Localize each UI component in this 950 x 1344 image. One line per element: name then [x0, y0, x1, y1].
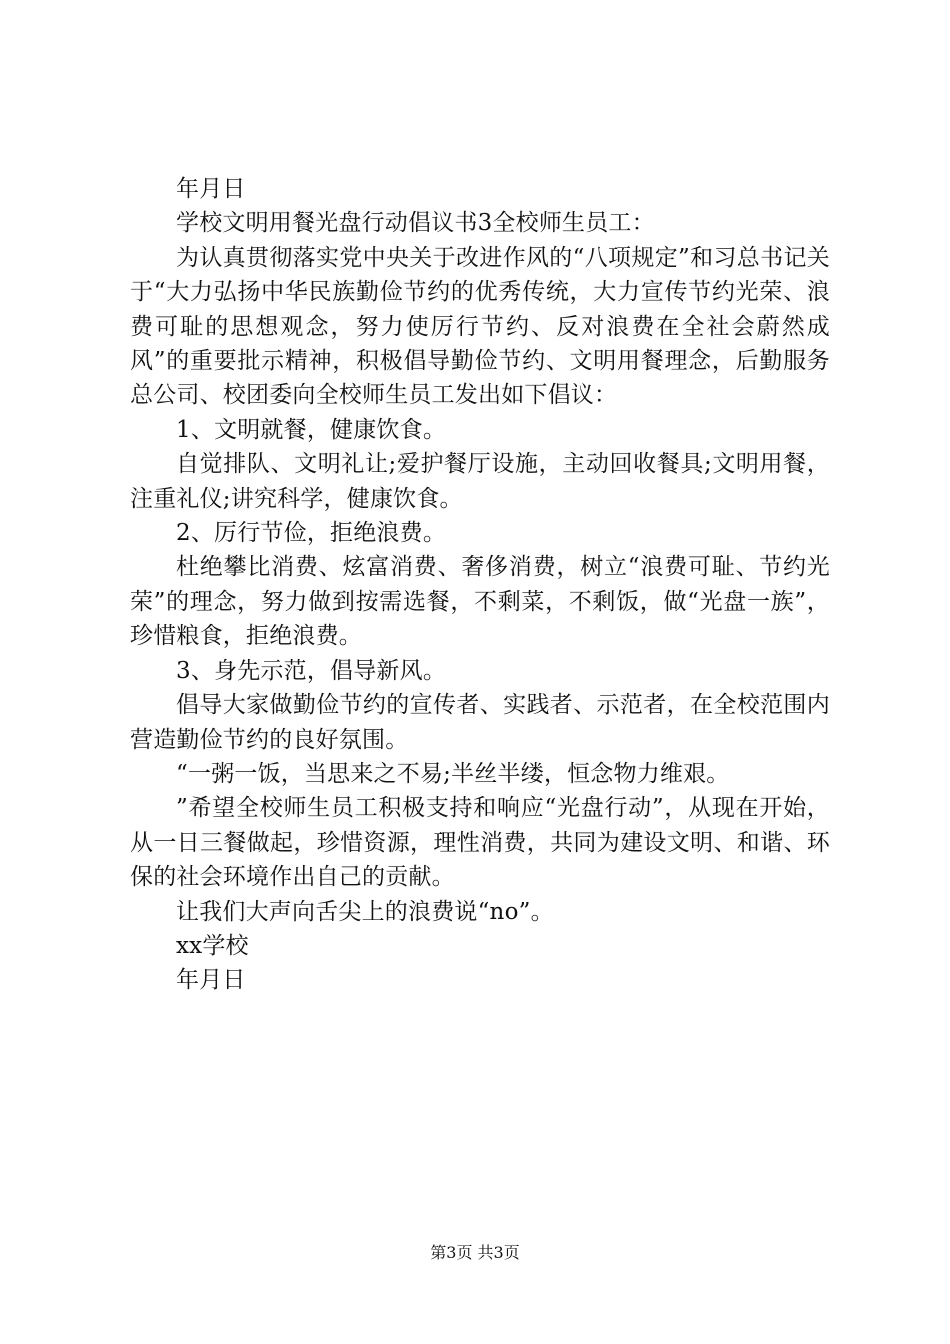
page-number-footer: 第3页 共3页: [430, 1243, 520, 1262]
document-body: [130, 172, 830, 998]
quote-line: “一粥一饭，当思来之不易;半丝半缕，恒念物力维艰。: [176, 760, 730, 787]
closing-paragraph: ”希望全校师生员工积极支持和响应“光盘行动”，从现在开始，从一日三餐做起，珍惜资源，理性消费，共同为建设文明、和谐、环保的社会环境作出自己的贡献。: [130, 795, 830, 891]
section-heading-3: 3、身先示范，倡导新风。: [176, 657, 447, 684]
section-heading-2: 2、厉行节俭，拒绝浪费。: [176, 520, 447, 547]
section-body-2: 杜绝攀比消费、炫富消费、奢侈消费，树立“浪费可耻、节约光荣”的理念，努力做到按需选餐，不剩菜，不剩饭，做“光盘一族”，珍惜粮食，拒绝浪费。: [130, 554, 830, 650]
date-line: 年月日: [176, 176, 246, 202]
section-body-1: 自觉排队、文明礼让;爱护餐厅设施，主动回收餐具;文明用餐，注重礼仪;讲究科学，健康饮食。: [130, 451, 830, 512]
signature-date: 年月日: [176, 967, 246, 994]
section-heading-1: 1、文明就餐，健康饮食。: [176, 416, 447, 443]
signature-school: xx学校: [176, 932, 249, 959]
slogan-line: 让我们大声向舌尖上的浪费说“no”。: [176, 898, 554, 925]
section-body-3: 倡导大家做勤俭节约的宣传者、实践者、示范者，在全校范围内营造勤俭节约的良好氛围。: [130, 692, 830, 753]
document-title-line: 学校文明用餐光盘行动倡议书3全校师生员工：: [176, 210, 655, 237]
intro-paragraph: 为认真贯彻落实党中央关于改进作风的“八项规定”和习总书记关于“大力弘扬中华民族勤俭节约的优秀传统，大力宣传节约光荣、浪费可耻的思想观念，努力使厉行节约、反对浪费在全社会蔚然成风”的重要批示精神，积极倡导勤俭节约、文明用餐理念，后勤服务总公司、校团委向全校师生员工发出如下倡议：: [130, 244, 830, 409]
